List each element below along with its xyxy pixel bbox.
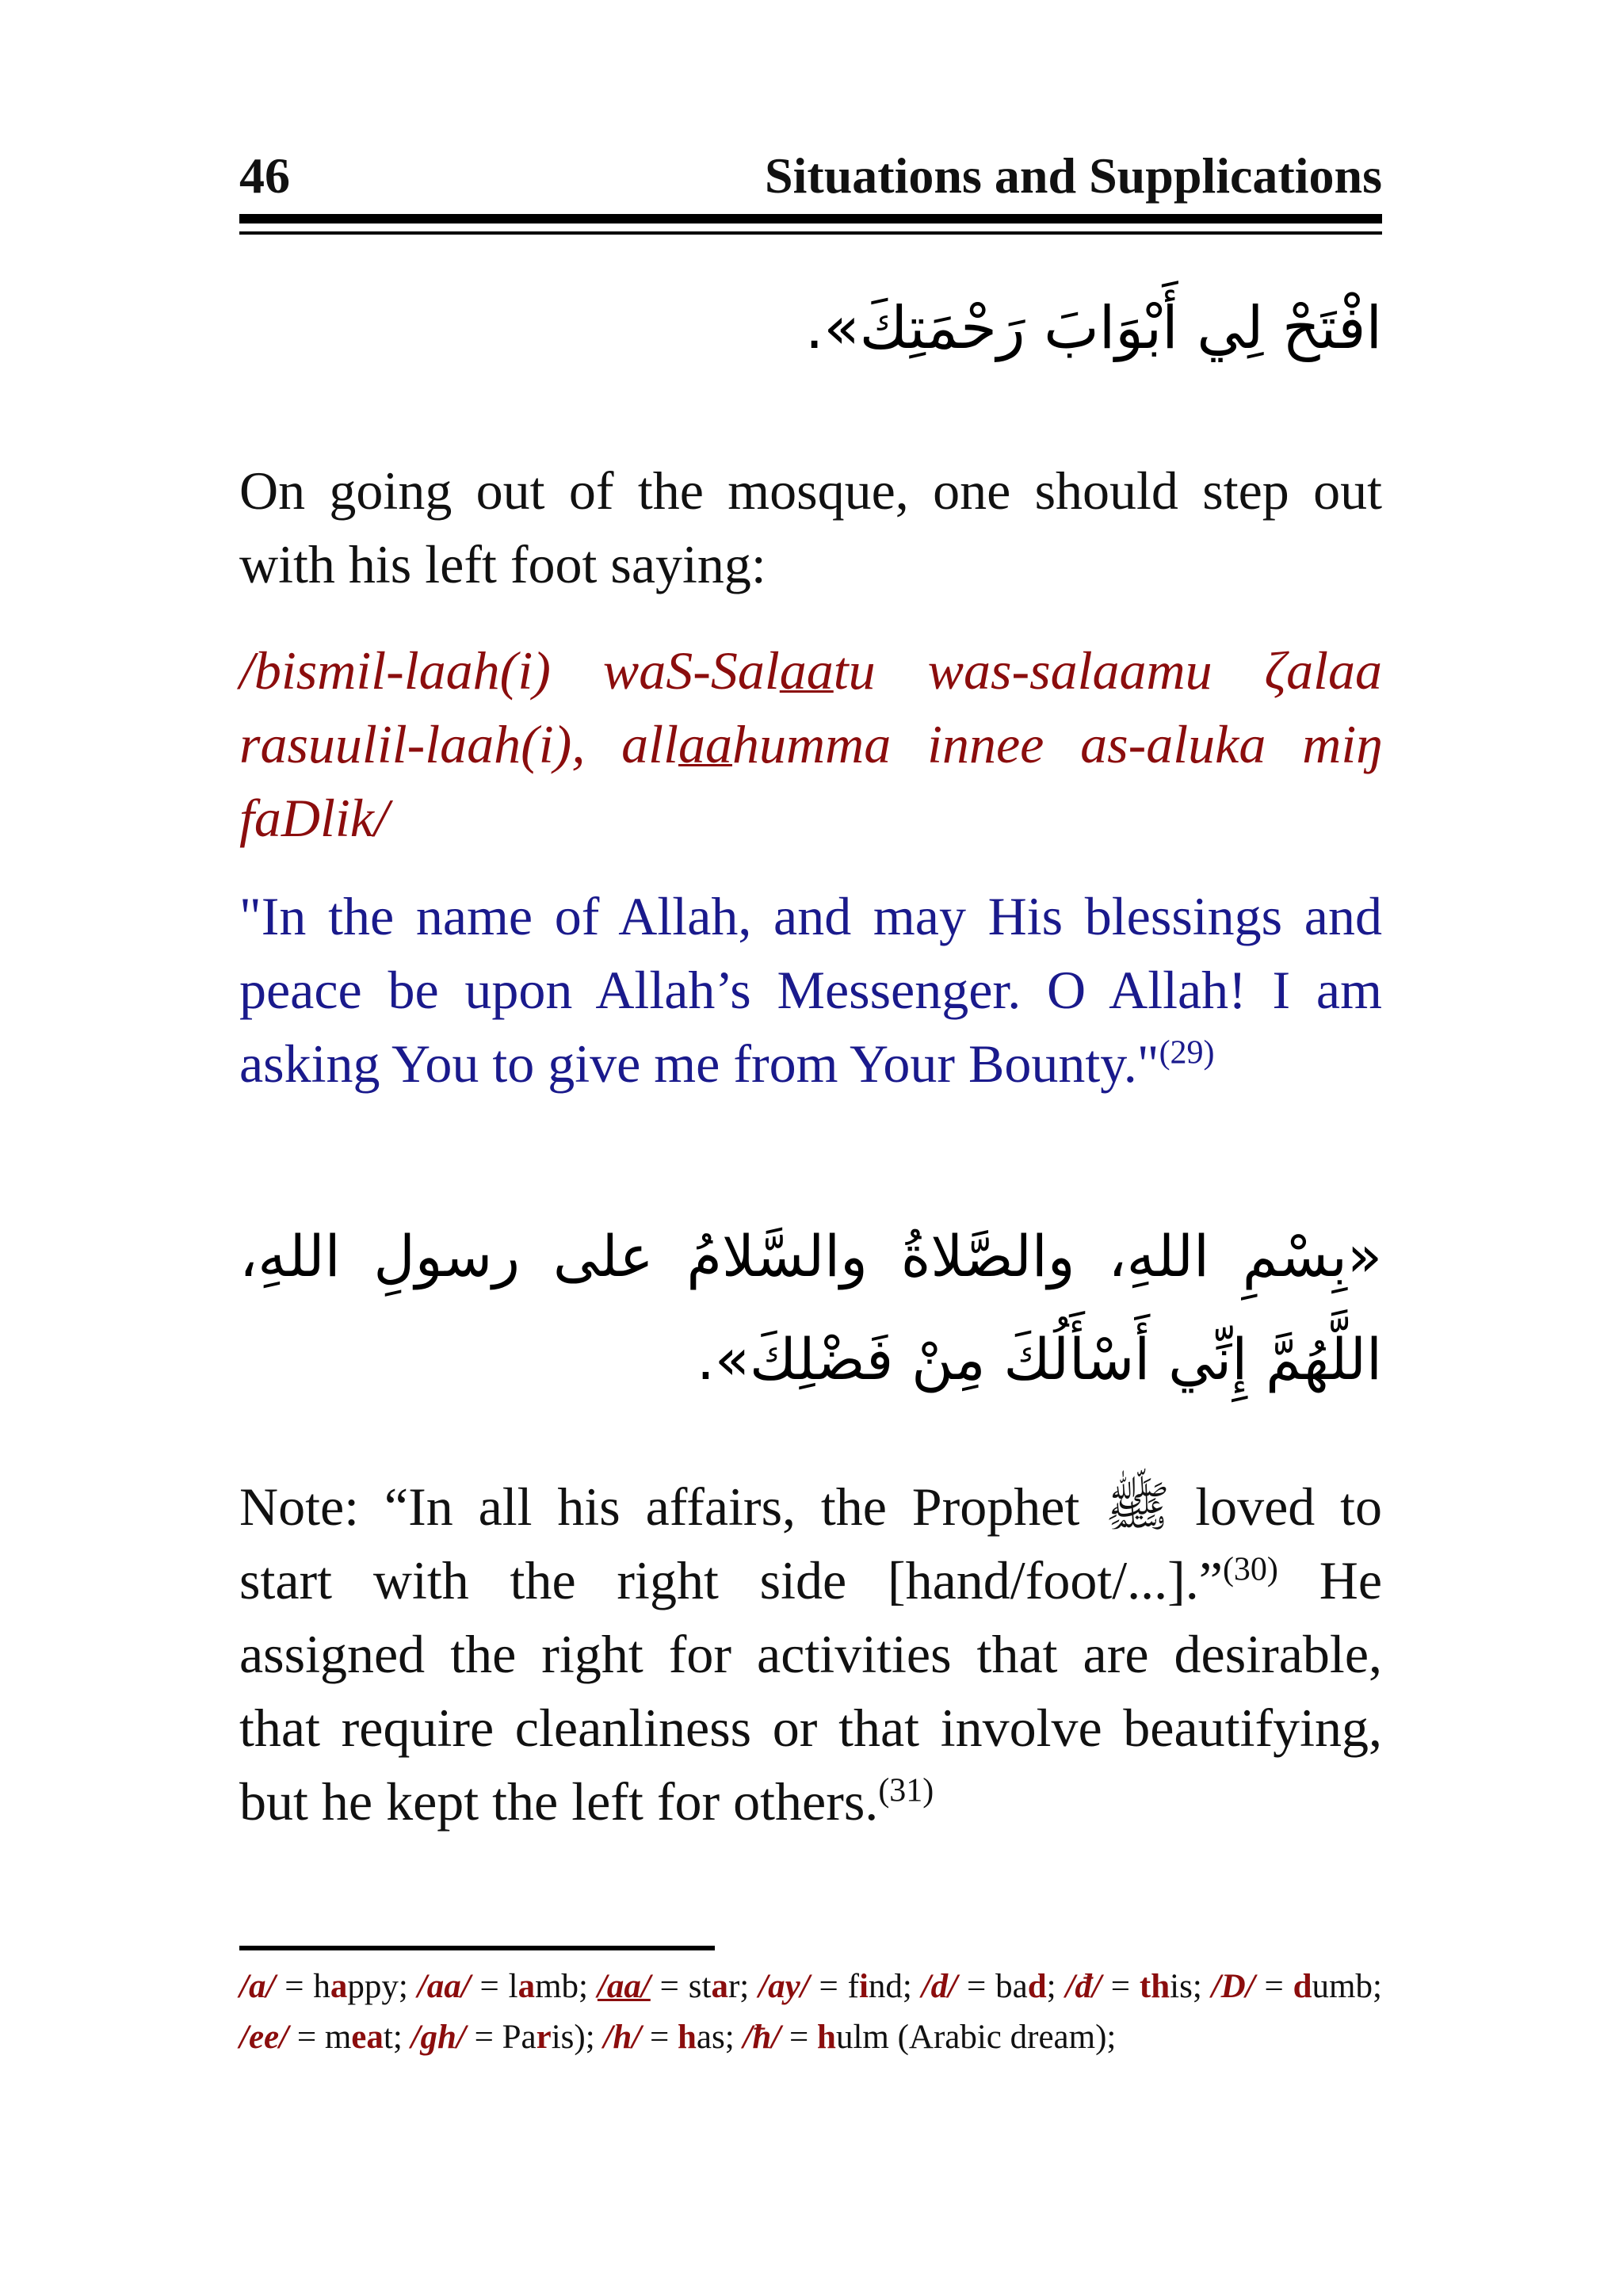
header-rule-thin: [239, 231, 1382, 235]
footnote-ref-31: (31): [878, 1772, 934, 1809]
arabic-supplication-entering: افْتَحْ لِي أَبْوَابَ رَحْمَتِكَ».: [804, 294, 1382, 362]
translation-meaning: "In the name of Allah, and may His blessings and peace be upon Allah’s Messenger. O Allah! I am asking You to give me from Your Bounty."$^{(29)}$: [239, 886, 1382, 1094]
page-header: [239, 147, 1382, 204]
paragraph-going-out: On going out of the mosque, one should step out with his left foot saying:: [239, 460, 1382, 594]
footnote-ref-29: (29): [1159, 1034, 1215, 1072]
transliteration: /bismil-laah(i) waS-Salaatu was-salaamu ζalaa rasuulil-laah(i), allaahumma innee as-aluka miŋ faDlik/: [239, 640, 1382, 848]
page-number: 46: [239, 147, 290, 204]
transliteration-key-footnote: /a/ = happy; /aa/ = lamb; /aa/ = star; /ay/ = find; /d/ = bad; /đ/ = this; /D/ = dumb; /ee/ = meat; /gh/ = Paris); /h/ = has; /ħ/ = hulm (Arabic dream);: [239, 1968, 1382, 2056]
header-rule-thick: [239, 214, 1382, 223]
footnote-ref-30: (30): [1222, 1551, 1278, 1588]
running-title: Situations and Supplications: [765, 147, 1382, 204]
note-paragraph: Note: “In all his affairs, the Prophet ﷺ loved to start with the right side [hand/foot/...].”$^{(30)}$ He assigned the right for activities that are desirable, that require cleanliness or that involve beautifying, but he kept the left for others.$^{(31)}$: [239, 1477, 1383, 1832]
footnote-rule: [239, 1946, 715, 1950]
arabic-supplication-leaving: «بِسْمِ اللهِ، والصَّلاةُ والسَّلامُ على رسولِ اللهِ، اللَّهُمَّ إِنِّي أَسْأَلُكَ مِنْ فَضْلِكَ».: [239, 1223, 1382, 1392]
